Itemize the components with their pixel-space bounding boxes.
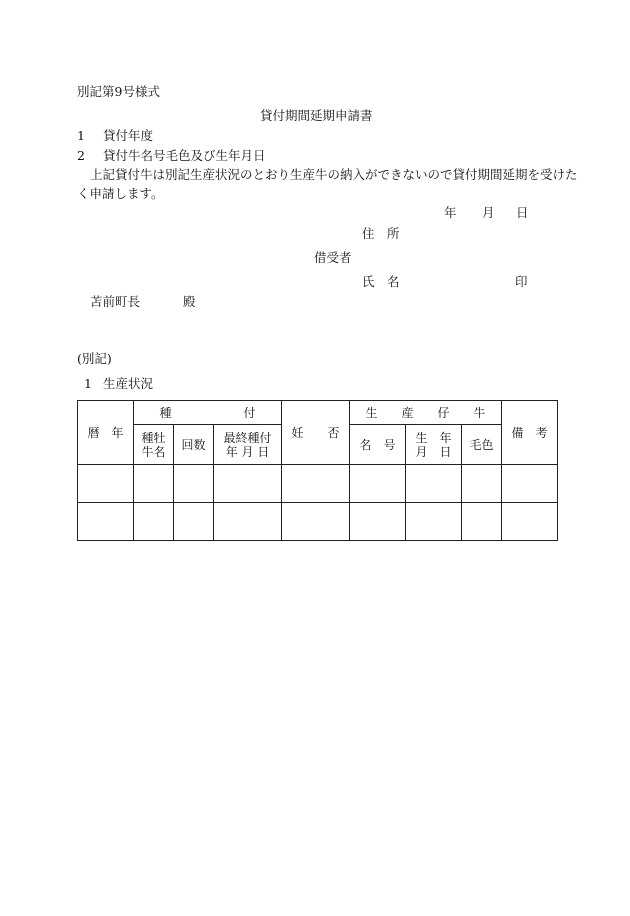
table-cell	[174, 465, 214, 503]
header-calf-name: 名 号	[350, 425, 406, 465]
date-year: 年	[444, 205, 457, 220]
last-line-2: 年 月 日	[225, 444, 270, 459]
header-count: 回数	[174, 425, 214, 465]
borrower-label: 借受者	[314, 250, 352, 265]
date-month: 月	[482, 205, 495, 220]
appendix-label: (別記)	[77, 351, 112, 366]
table-cell	[350, 465, 406, 503]
header-coat-color: 毛色	[462, 425, 502, 465]
item-number-1: 1	[77, 128, 85, 143]
header-calf: 生 産 仔 牛	[350, 401, 502, 425]
table-row	[78, 503, 558, 541]
table-cell	[282, 503, 350, 541]
table-cell	[350, 503, 406, 541]
table-cell	[462, 465, 502, 503]
header-breeding: 種 付	[134, 401, 282, 425]
birth-line-2: 月 日	[415, 444, 452, 459]
form-number: 別記第9号様式	[77, 84, 160, 99]
production-status-table	[77, 400, 558, 541]
header-birth-date	[406, 425, 462, 465]
item-text-2: 貸付牛名号毛色及び生年月日	[103, 148, 266, 163]
last-line-1: 最終種付	[223, 430, 272, 445]
table-cell	[214, 465, 282, 503]
document-title: 貸付期間延期申請書	[260, 108, 373, 123]
header-year: 暦 年	[78, 401, 134, 465]
section-number: 1	[84, 376, 92, 391]
body-line-1: 上記貸付牛は別記生産状況のとおり生産牛の納入ができないので貸付期間延期を受けた	[90, 167, 578, 182]
header-remarks: 備 考	[502, 401, 558, 465]
table-cell	[78, 503, 134, 541]
header-last-breeding-date	[214, 425, 282, 465]
birth-line-1: 生 年	[415, 430, 452, 445]
table-cell	[502, 465, 558, 503]
table-cell	[406, 465, 462, 503]
address-label: 住 所	[362, 226, 400, 241]
stud-line-2: 牛名	[141, 444, 166, 459]
item-text-1: 貸付年度	[103, 128, 154, 143]
section-title: 生産状況	[103, 376, 154, 391]
table-cell	[78, 465, 134, 503]
table-row	[78, 465, 558, 503]
stud-line-1: 種牡	[141, 430, 166, 445]
body-line-2: く申請します。	[77, 186, 164, 201]
addressee: 苫前町長	[90, 294, 141, 309]
date-day: 日	[516, 205, 529, 220]
table-cell	[502, 503, 558, 541]
honorific: 殿	[183, 294, 196, 309]
header-stud-bull-name	[134, 425, 174, 465]
table-cell	[282, 465, 350, 503]
table-cell	[174, 503, 214, 541]
header-pregnancy: 妊 否	[282, 401, 350, 465]
table-cell	[134, 465, 174, 503]
table-cell	[134, 503, 174, 541]
seal-mark: 印	[515, 274, 528, 289]
table-cell	[462, 503, 502, 541]
item-number-2: 2	[77, 148, 85, 163]
table-cell	[406, 503, 462, 541]
table-cell	[214, 503, 282, 541]
name-label: 氏 名	[362, 274, 400, 289]
